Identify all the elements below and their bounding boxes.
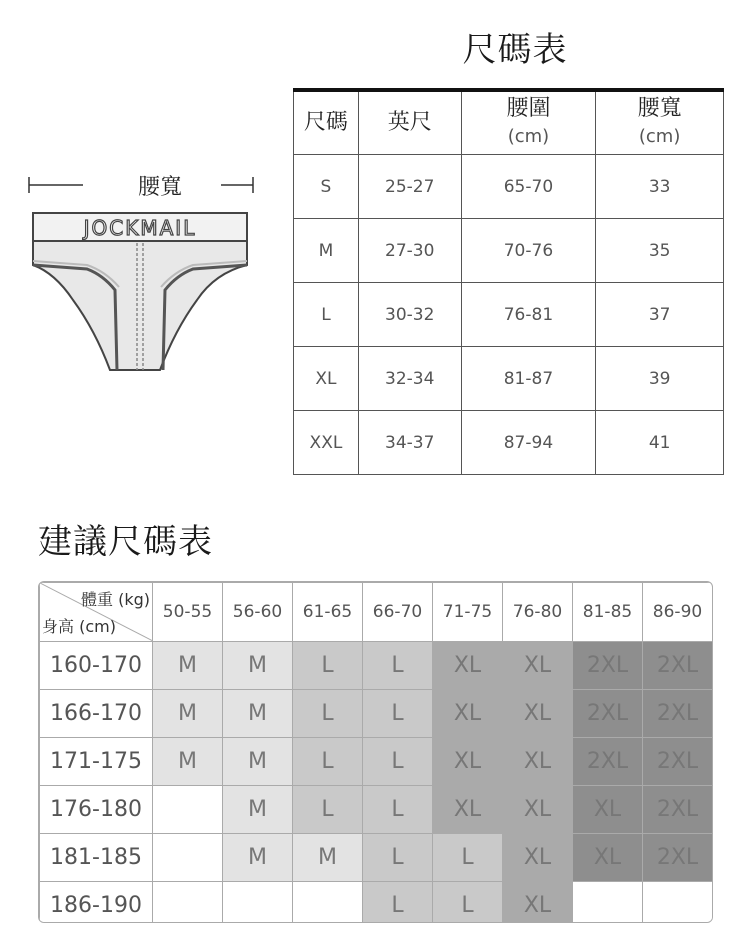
size-recommendation-cell: M <box>223 690 293 738</box>
size-recommendation-cell: L <box>293 642 363 690</box>
size-cell-inches: 34-37 <box>358 411 461 475</box>
size-recommendation-cell: 2XL <box>573 738 643 786</box>
size-cell-inches: 27-30 <box>358 219 461 283</box>
size-row <box>294 219 724 283</box>
size-recommendation-cell <box>573 882 643 924</box>
size-recommendation-cell: XL <box>503 834 573 882</box>
size-recommendation-cell: M <box>153 690 223 738</box>
size-chart-header-row <box>294 90 724 155</box>
corner-height-label: 身高 (cm) <box>42 617 116 636</box>
size-recommendation-cell <box>153 834 223 882</box>
size-recommendation-cell: L <box>293 786 363 834</box>
size-recommendation-cell: M <box>223 738 293 786</box>
size-recommendation-cell: L <box>363 834 433 882</box>
header-width-unit: (cm) <box>638 126 681 147</box>
header-width-label: 腰寬 <box>637 96 682 121</box>
size-recommendation-cell: XL <box>573 786 643 834</box>
size-recommendation-cell: L <box>363 642 433 690</box>
size-recommendation-cell: XL <box>503 882 573 924</box>
size-cell-width: 41 <box>596 411 724 475</box>
size-row <box>294 283 724 347</box>
size-recommendation-cell: XL <box>433 738 503 786</box>
size-recommendation-cell: XL <box>503 786 573 834</box>
size-cell-inches: 32-34 <box>358 347 461 411</box>
size-recommendation-cell: L <box>293 690 363 738</box>
size-recommendation-cell: XL <box>503 738 573 786</box>
recommend-table-frame <box>38 581 713 923</box>
size-recommendation-cell: M <box>153 738 223 786</box>
weight-header: 50-55 <box>153 583 223 642</box>
corner-weight-label: 體重 (kg) <box>81 590 150 609</box>
size-recommendation-cell: 2XL <box>643 642 713 690</box>
size-recommendation-cell: L <box>363 738 433 786</box>
size-cell-size: M <box>294 219 359 283</box>
size-cell-waist: 70-76 <box>461 219 596 283</box>
size-recommendation-cell: XL <box>433 786 503 834</box>
size-recommendation-cell: 2XL <box>573 690 643 738</box>
recommend-row <box>40 834 713 882</box>
size-recommendation-cell <box>153 786 223 834</box>
height-label: 166-170 <box>40 690 153 738</box>
recommend-title: 建議尺碼表 <box>38 522 213 562</box>
size-chart-table <box>293 88 724 475</box>
size-cell-waist: 65-70 <box>461 155 596 219</box>
size-recommendation-cell: L <box>433 834 503 882</box>
height-label: 171-175 <box>40 738 153 786</box>
header-width <box>596 90 724 155</box>
weight-header: 76-80 <box>503 583 573 642</box>
size-recommendation-cell: XL <box>433 690 503 738</box>
size-recommendation-cell <box>223 882 293 924</box>
height-label: 181-185 <box>40 834 153 882</box>
size-recommendation-cell: M <box>223 642 293 690</box>
size-recommendation-cell <box>293 882 363 924</box>
size-cell-size: XXL <box>294 411 359 475</box>
size-cell-width: 39 <box>596 347 724 411</box>
recommend-row <box>40 738 713 786</box>
waist-width-label: 腰寬 <box>137 175 182 200</box>
size-recommendation-cell: L <box>363 690 433 738</box>
size-cell-width: 35 <box>596 219 724 283</box>
corner-cell <box>40 583 153 642</box>
header-waist-label: 腰圍 <box>506 96 551 121</box>
size-cell-size: L <box>294 283 359 347</box>
size-cell-inches: 25-27 <box>358 155 461 219</box>
size-cell-width: 33 <box>596 155 724 219</box>
height-label: 160-170 <box>40 642 153 690</box>
header-waist <box>461 90 596 155</box>
brief-illustration <box>25 165 265 380</box>
size-recommendation-cell: M <box>223 834 293 882</box>
size-recommendation-cell: 2XL <box>643 690 713 738</box>
size-recommendation-cell <box>643 882 713 924</box>
brief-diagram <box>25 165 265 380</box>
size-recommendation-cell: 2XL <box>643 834 713 882</box>
size-recommendation-cell: XL <box>503 690 573 738</box>
recommend-row <box>40 786 713 834</box>
header-inches: 英尺 <box>358 90 461 155</box>
size-recommendation-cell <box>153 882 223 924</box>
size-recommendation-cell: M <box>293 834 363 882</box>
size-row <box>294 411 724 475</box>
size-row <box>294 347 724 411</box>
size-recommendation-cell: L <box>293 738 363 786</box>
weight-header: 71-75 <box>433 583 503 642</box>
size-recommendation-cell: 2XL <box>573 642 643 690</box>
size-chart-title: 尺碼表 <box>462 30 568 70</box>
size-recommendation-cell: XL <box>433 642 503 690</box>
recommend-row <box>40 882 713 924</box>
size-cell-size: XL <box>294 347 359 411</box>
brand-logo: JOCKMAIL <box>83 216 197 240</box>
size-recommendation-cell: XL <box>503 642 573 690</box>
height-label: 186-190 <box>40 882 153 924</box>
weight-header: 66-70 <box>363 583 433 642</box>
recommend-row <box>40 690 713 738</box>
size-cell-waist: 76-81 <box>461 283 596 347</box>
weight-header: 81-85 <box>573 583 643 642</box>
recommend-table <box>39 582 713 923</box>
size-cell-waist: 81-87 <box>461 347 596 411</box>
size-recommendation-cell: 2XL <box>643 786 713 834</box>
weight-header: 61-65 <box>293 583 363 642</box>
size-recommendation-cell: 2XL <box>643 738 713 786</box>
recommend-row <box>40 642 713 690</box>
height-label: 176-180 <box>40 786 153 834</box>
weight-header: 86-90 <box>643 583 713 642</box>
size-cell-size: S <box>294 155 359 219</box>
size-recommendation-cell: M <box>223 786 293 834</box>
size-recommendation-cell: M <box>153 642 223 690</box>
size-recommendation-cell: L <box>363 786 433 834</box>
size-cell-inches: 30-32 <box>358 283 461 347</box>
size-recommendation-cell: L <box>433 882 503 924</box>
size-recommendation-cell: XL <box>573 834 643 882</box>
header-waist-unit: (cm) <box>507 126 550 147</box>
recommend-header-row <box>40 583 713 642</box>
header-size: 尺碼 <box>294 90 359 155</box>
size-recommendation-cell: L <box>363 882 433 924</box>
size-cell-width: 37 <box>596 283 724 347</box>
weight-header: 56-60 <box>223 583 293 642</box>
size-cell-waist: 87-94 <box>461 411 596 475</box>
size-row <box>294 155 724 219</box>
